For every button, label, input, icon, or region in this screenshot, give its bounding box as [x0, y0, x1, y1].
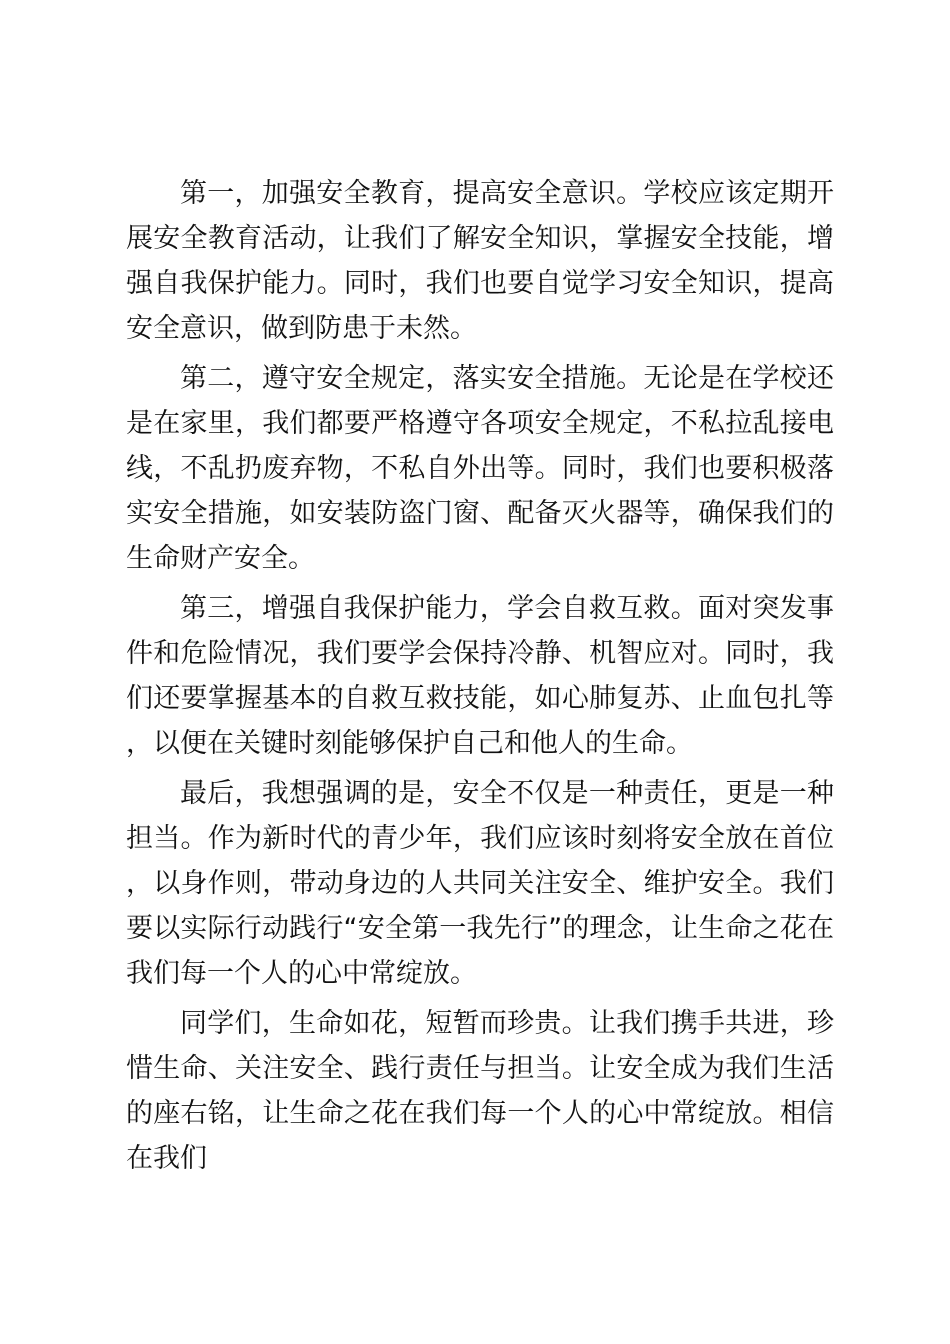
document-body [126, 171, 834, 1181]
paragraph-3: 第三，增强自我保护能力，学会自救互救。面对突发事件和危险情况，我们要学会保持冷静、机智应对。同时，我们还要掌握基本的自救互救技能，如心肺复苏、止血包扎等，以便在关键时刻能够保护自己和他人的生命。 [126, 593, 834, 759]
paragraph-1: 第一，加强安全教育，提高安全意识。学校应该定期开展安全教育活动，让我们了解安全知识，掌握安全技能，增强自我保护能力。同时，我们也要自觉学习安全知识，提高安全意识，做到防患于未然。 [126, 178, 834, 344]
paragraph-2: 第二，遵守安全规定，落实安全措施。无论是在学校还是在家里，我们都要严格遵守各项安全规定，不私拉乱接电线，不乱扔废弃物，不私自外出等。同时，我们也要积极落实安全措施，如安装防盗门窗、配备灭火器等，确保我们的生命财产安全。 [126, 363, 834, 574]
paragraph-5: 同学们，生命如花，短暂而珍贵。让我们携手共进，珍惜生命、关注安全、践行责任与担当。让安全成为我们生活的座右铭，让生命之花在我们每一个人的心中常绽放。相信在我们 [126, 1008, 834, 1174]
paragraph-4: 最后，我想强调的是，安全不仅是一种责任，更是一种担当。作为新时代的青少年，我们应该时刻将安全放在首位，以身作则，带动身边的人共同关注安全、维护安全。我们要以实际行动践行“安全第一我先行”的理念，让生命之花在我们每一个人的心中常绽放。 [126, 778, 834, 989]
